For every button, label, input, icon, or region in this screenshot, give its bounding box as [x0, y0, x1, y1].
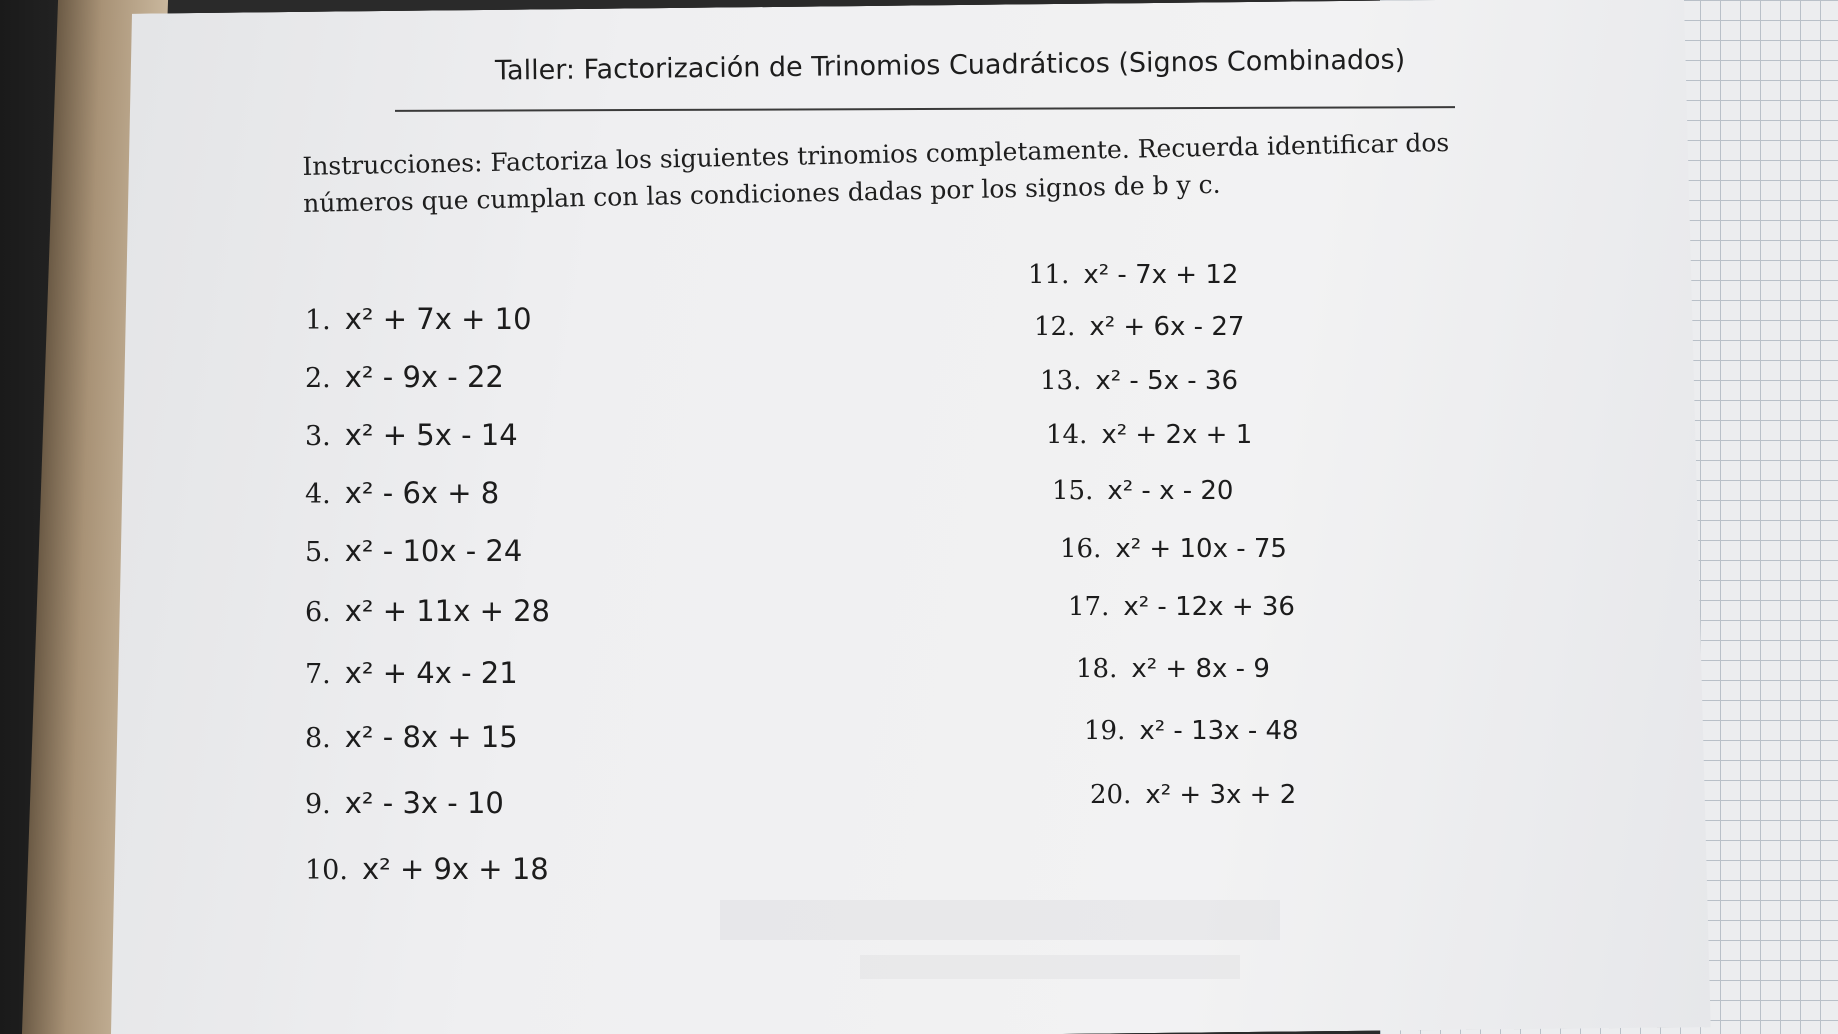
problem-item — [1040, 366, 1238, 396]
problem-item — [1028, 260, 1238, 290]
problem-expression: x² + 5x - 14 — [344, 418, 518, 452]
problem-item — [305, 302, 532, 336]
problem-expression: x² - 7x + 12 — [1083, 260, 1239, 290]
problem-number: 8. — [305, 723, 331, 754]
problem-expression: x² - x - 20 — [1107, 476, 1234, 506]
problem-item — [305, 786, 504, 820]
problem-item — [305, 852, 549, 886]
problem-number: 17. — [1068, 592, 1110, 622]
problem-item — [1046, 420, 1252, 450]
problem-number: 1. — [305, 305, 331, 336]
problem-number: 4. — [305, 479, 331, 510]
problem-number: 18. — [1076, 654, 1118, 684]
problem-expression: x² + 4x - 21 — [344, 656, 518, 690]
problem-item — [1090, 780, 1296, 810]
problem-expression: x² - 13x - 48 — [1139, 716, 1299, 746]
problem-number: 5. — [305, 537, 331, 568]
problem-item — [305, 720, 518, 754]
worksheet-instructions: Instrucciones: Factoriza los siguientes trinomios completamente. Recuerda identificar dos números que cumplan con las condiciones dadas por los signos de b y c. — [302, 127, 1450, 218]
problem-number: 12. — [1034, 312, 1076, 342]
problem-number: 20. — [1090, 780, 1132, 810]
problem-item — [305, 476, 499, 510]
problem-item — [1076, 654, 1270, 684]
problem-item — [1034, 312, 1244, 342]
problem-number: 3. — [305, 421, 331, 452]
problem-number: 7. — [305, 659, 331, 690]
problem-expression: x² + 2x + 1 — [1101, 420, 1253, 450]
problem-item — [305, 594, 550, 628]
problem-expression: x² + 11x + 28 — [344, 594, 550, 628]
problem-item — [1060, 534, 1287, 564]
problem-expression: x² + 3x + 2 — [1145, 780, 1297, 810]
problem-expression: x² - 12x + 36 — [1123, 592, 1295, 622]
problem-number: 13. — [1040, 366, 1082, 396]
problem-item — [305, 418, 518, 452]
problem-number: 19. — [1084, 716, 1126, 746]
problem-number: 2. — [305, 363, 331, 394]
problem-item — [1084, 716, 1299, 746]
problem-expression: x² - 3x - 10 — [344, 786, 504, 820]
problem-item — [305, 656, 518, 690]
problem-expression: x² + 8x - 9 — [1131, 654, 1270, 684]
problem-item — [305, 360, 504, 394]
problem-item — [305, 534, 522, 568]
problem-expression: x² + 9x + 18 — [361, 852, 549, 886]
problem-expression: x² - 10x - 24 — [344, 534, 523, 568]
problem-number: 6. — [305, 597, 331, 628]
bleed-through-mark — [860, 955, 1240, 979]
problem-item — [1052, 476, 1233, 506]
problem-expression: x² + 10x - 75 — [1115, 534, 1287, 564]
problem-expression: x² - 5x - 36 — [1095, 366, 1239, 396]
problem-expression: x² - 9x - 22 — [344, 360, 504, 394]
worksheet-title: Taller: Factorización de Trinomios Cuadráticos (Signos Combinados) — [494, 44, 1406, 87]
problem-number: 11. — [1028, 260, 1070, 290]
problem-item — [1068, 592, 1295, 622]
problem-number: 16. — [1060, 534, 1102, 564]
problem-number: 10. — [305, 855, 348, 886]
problem-expression: x² - 6x + 8 — [344, 476, 500, 510]
problem-number: 9. — [305, 789, 331, 820]
problem-expression: x² + 6x - 27 — [1089, 312, 1245, 342]
problem-expression: x² - 8x + 15 — [344, 720, 518, 754]
problem-number: 15. — [1052, 476, 1094, 506]
bleed-through-mark — [720, 900, 1280, 940]
problem-expression: x² + 7x + 10 — [344, 302, 532, 336]
problem-number: 14. — [1046, 420, 1088, 450]
